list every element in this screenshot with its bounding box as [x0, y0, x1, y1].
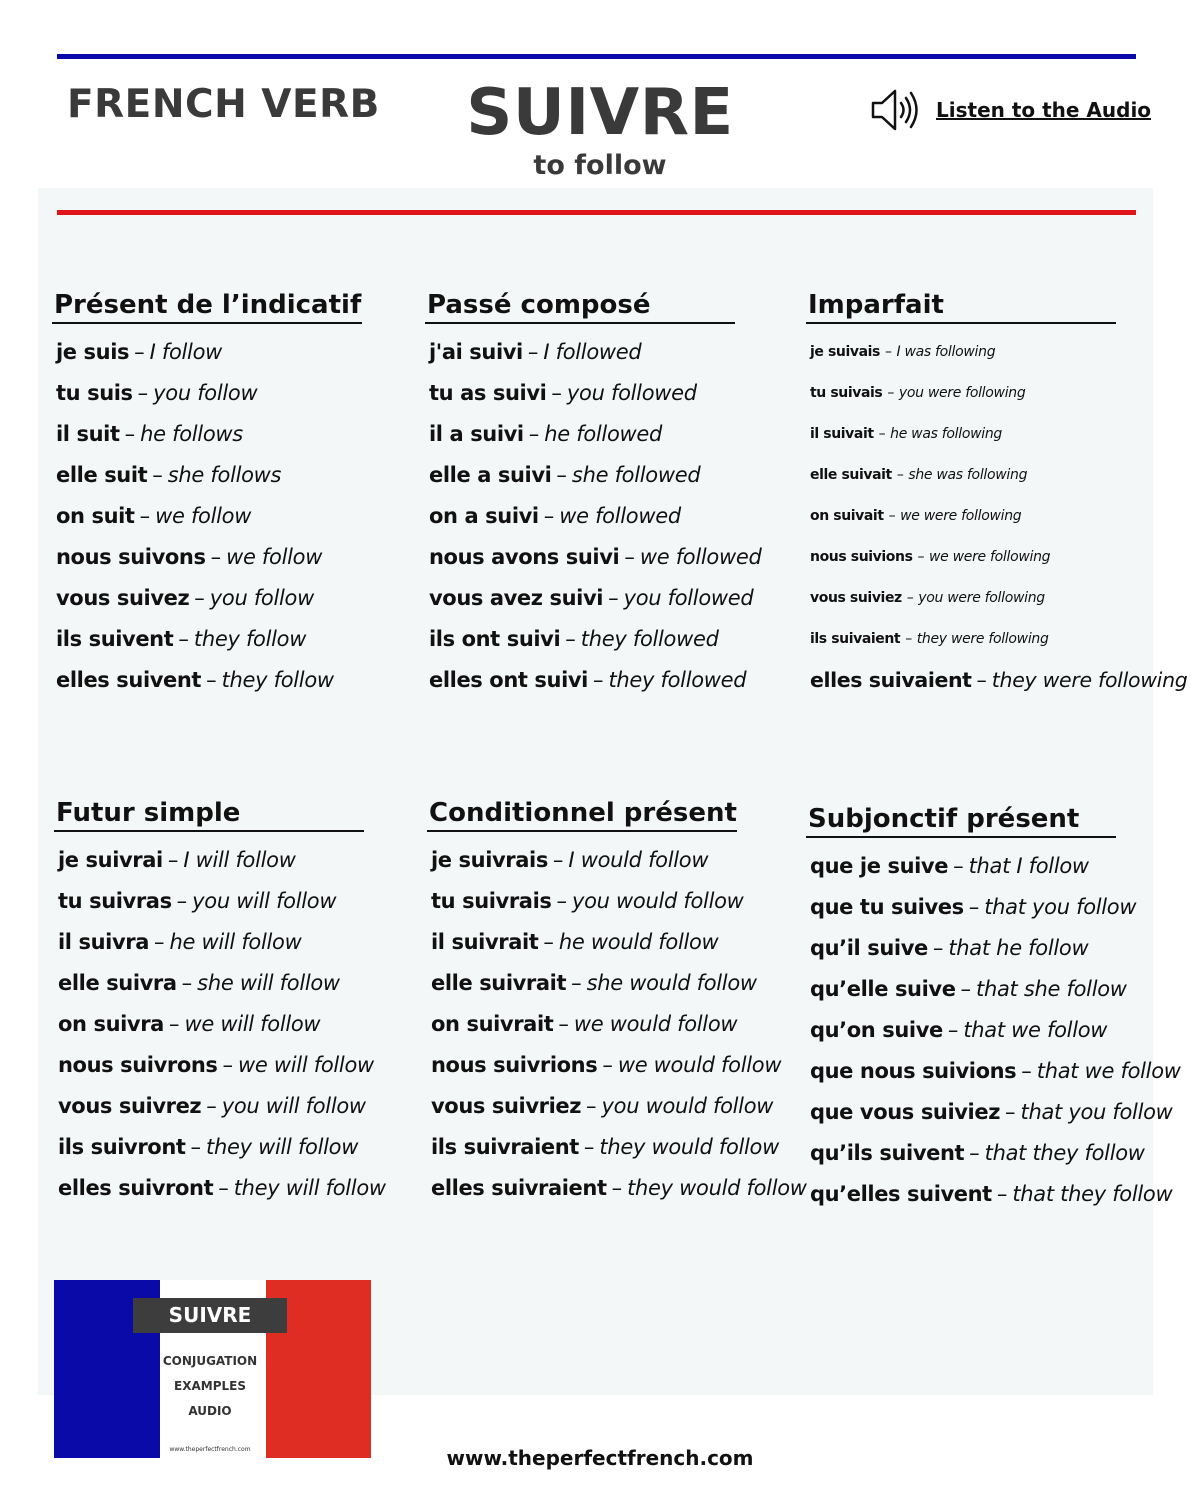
- english-translation: you follow: [209, 586, 314, 610]
- conjugation-list: [806, 846, 1181, 1215]
- english-translation: he followed: [544, 422, 663, 446]
- conjugation-list: [806, 332, 1187, 701]
- english-translation: we were following: [900, 508, 1022, 524]
- french-form: elle a suivi: [429, 463, 552, 487]
- english-translation: they were following: [916, 631, 1049, 647]
- conjugation-row: [54, 881, 386, 922]
- french-form: on suivra: [58, 1012, 164, 1036]
- english-translation: that we follow: [1036, 1059, 1181, 1083]
- conjugation-row: [52, 619, 362, 660]
- conjugation-row: [806, 455, 1187, 496]
- conjugation-row: [52, 578, 362, 619]
- conjugation-row: [54, 1045, 386, 1086]
- separator-dash: –: [152, 463, 163, 487]
- conjugation-row: [425, 537, 761, 578]
- english-translation: she was following: [908, 467, 1028, 483]
- english-translation: they were following: [991, 668, 1188, 692]
- top-blue-rule: [57, 54, 1136, 59]
- separator-dash: –: [552, 848, 564, 872]
- conjugation-row: [425, 619, 761, 660]
- english-translation: she will follow: [197, 971, 340, 995]
- conjugation-row: [806, 537, 1187, 578]
- french-form: tu suivras: [58, 889, 172, 913]
- separator-dash: –: [884, 344, 892, 360]
- english-translation: we follow: [226, 545, 323, 569]
- conjugation-row: [806, 1051, 1181, 1092]
- english-translation: that I follow: [968, 854, 1089, 878]
- french-form: vous suiviez: [810, 590, 902, 606]
- separator-dash: –: [206, 668, 217, 692]
- section-heading-underline: [52, 322, 362, 324]
- separator-dash: –: [896, 467, 904, 483]
- listen-audio-link[interactable]: [868, 84, 1151, 136]
- french-form: qu’elles suivent: [810, 1182, 992, 1206]
- english-translation: I follow: [149, 340, 223, 364]
- english-translation: they followed: [608, 668, 747, 692]
- french-form: qu’elle suive: [810, 977, 956, 1001]
- conjugation-row: [54, 840, 386, 881]
- separator-dash: –: [917, 549, 925, 565]
- conjugation-row: [52, 414, 362, 455]
- conjugation-row: [54, 1127, 386, 1168]
- conjugation-row: [806, 496, 1187, 537]
- french-form: nous suivrons: [58, 1053, 218, 1077]
- conjugation-row: [806, 1010, 1181, 1051]
- conjugation-row: [427, 840, 807, 881]
- conjugation-row: [806, 414, 1187, 455]
- english-translation: you were following: [918, 590, 1045, 606]
- separator-dash: –: [176, 889, 188, 913]
- separator-dash: –: [527, 340, 539, 364]
- french-form: je suivrai: [58, 848, 163, 872]
- separator-dash: –: [571, 971, 582, 995]
- french-form: vous avez suivi: [429, 586, 604, 610]
- english-translation: we will follow: [184, 1012, 321, 1036]
- french-form: vous suivrez: [58, 1094, 202, 1118]
- french-form: nous avons suivi: [429, 545, 620, 569]
- separator-dash: –: [528, 422, 540, 446]
- section-subjonctif-present: [806, 802, 1181, 1215]
- english-translation: that they follow: [1012, 1182, 1173, 1206]
- separator-dash: –: [1021, 1059, 1032, 1083]
- french-form: je suis: [56, 340, 130, 364]
- section-heading: Passé composé: [427, 290, 651, 320]
- english-translation: you will follow: [221, 1094, 366, 1118]
- conjugation-row: [806, 1133, 1181, 1174]
- separator-dash: –: [194, 586, 205, 610]
- conjugation-row: [806, 969, 1181, 1010]
- english-translation: they would follow: [627, 1176, 807, 1200]
- separator-dash: –: [134, 340, 145, 364]
- french-form: elles suivraient: [431, 1176, 607, 1200]
- conjugation-row: [806, 373, 1187, 414]
- conjugation-row: [52, 496, 362, 537]
- french-form: il suivait: [810, 426, 874, 442]
- section-heading-underline: [806, 836, 1116, 838]
- french-form: nous suivons: [56, 545, 206, 569]
- french-form: ils ont suivi: [429, 627, 561, 651]
- header-label: FRENCH VERB: [67, 82, 380, 127]
- conjugation-row: [54, 1086, 386, 1127]
- separator-dash: –: [592, 668, 604, 692]
- french-form: elles ont suivi: [429, 668, 588, 692]
- separator-dash: –: [602, 1053, 613, 1077]
- conjugation-row: [425, 414, 761, 455]
- conjugation-row: [427, 1168, 807, 1209]
- english-translation: they would follow: [599, 1135, 779, 1159]
- english-translation: I was following: [896, 344, 996, 360]
- english-translation: you follow: [153, 381, 258, 405]
- french-form: on suit: [56, 504, 135, 528]
- separator-dash: –: [565, 627, 576, 651]
- english-translation: that she follow: [976, 977, 1127, 1001]
- french-form: elles suivront: [58, 1176, 214, 1200]
- separator-dash: –: [178, 627, 189, 651]
- french-form: elles suivaient: [810, 668, 972, 692]
- english-translation: you would follow: [571, 889, 744, 913]
- separator-dash: –: [210, 545, 222, 569]
- conjugation-list: [425, 332, 761, 701]
- separator-dash: –: [139, 504, 151, 528]
- english-translation: he will follow: [169, 930, 302, 954]
- speaker-icon: [868, 84, 920, 136]
- english-translation: they follow: [193, 627, 307, 651]
- french-form: tu suivais: [810, 385, 883, 401]
- conjugation-row: [427, 963, 807, 1004]
- french-form: elle suivait: [810, 467, 892, 483]
- french-form: qu’il suive: [810, 936, 928, 960]
- separator-dash: –: [887, 385, 894, 401]
- section-heading-underline: [427, 830, 737, 832]
- promo-verb-badge: SUIVRE: [133, 1298, 287, 1333]
- english-translation: we followed: [559, 504, 681, 528]
- conjugation-row: [427, 1127, 807, 1168]
- section-imparfait: [806, 288, 1187, 701]
- conjugation-row: [425, 496, 761, 537]
- separator-dash: –: [168, 1012, 180, 1036]
- separator-dash: –: [1005, 1100, 1016, 1124]
- french-form: on suivait: [810, 508, 884, 524]
- separator-dash: –: [611, 1176, 623, 1200]
- separator-dash: –: [167, 848, 179, 872]
- french-form: ils suivront: [58, 1135, 186, 1159]
- english-translation: we follow: [155, 504, 252, 528]
- english-translation: we followed: [639, 545, 762, 569]
- section-heading-underline: [425, 322, 735, 324]
- separator-dash: –: [556, 463, 567, 487]
- conjugation-row: [425, 578, 761, 619]
- separator-dash: –: [181, 971, 193, 995]
- french-form: il suit: [56, 422, 120, 446]
- english-translation: she follows: [167, 463, 282, 487]
- english-translation: that you follow: [1020, 1100, 1173, 1124]
- separator-dash: –: [222, 1053, 234, 1077]
- section-heading-underline: [54, 830, 364, 832]
- conjugation-row: [806, 578, 1187, 619]
- french-form: elle suivra: [58, 971, 177, 995]
- english-translation: that you follow: [984, 895, 1137, 919]
- english-translation: they followed: [580, 627, 719, 651]
- english-translation: you will follow: [192, 889, 337, 913]
- promo-line-conjugation: CONJUGATION: [162, 1354, 258, 1368]
- section-heading: Présent de l’indicatif: [54, 290, 362, 320]
- separator-dash: –: [932, 936, 944, 960]
- section-conditionnel-present: [427, 796, 807, 1209]
- separator-dash: –: [624, 545, 635, 569]
- english-translation: you followed: [623, 586, 754, 610]
- conjugation-row: [425, 332, 761, 373]
- section-heading-underline: [806, 322, 1116, 324]
- english-translation: we were following: [929, 549, 1051, 565]
- separator-dash: –: [543, 930, 554, 954]
- english-translation: you were following: [898, 385, 1026, 401]
- promo-url: www.theperfectfrench.com: [169, 1446, 251, 1453]
- separator-dash: –: [947, 1018, 959, 1042]
- conjugation-row: [52, 373, 362, 414]
- footer-url[interactable]: www.theperfectfrench.com: [446, 1446, 754, 1470]
- separator-dash: –: [888, 508, 896, 524]
- conjugation-row: [54, 1004, 386, 1045]
- section-present: [52, 288, 362, 701]
- conjugation-row: [427, 1086, 807, 1127]
- french-form: il suivra: [58, 930, 149, 954]
- french-form: tu suis: [56, 381, 133, 405]
- conjugation-row: [806, 332, 1187, 373]
- separator-dash: –: [543, 504, 555, 528]
- french-form: il suivrait: [431, 930, 539, 954]
- conjugation-row: [425, 373, 761, 414]
- conjugation-row: [427, 922, 807, 963]
- french-form: elle suit: [56, 463, 148, 487]
- french-form: que je suive: [810, 854, 949, 878]
- conjugation-row: [52, 332, 362, 373]
- verb-translation: to follow: [533, 150, 667, 181]
- section-futur-simple: [54, 796, 386, 1209]
- french-form: ils suivraient: [431, 1135, 579, 1159]
- english-translation: you followed: [566, 381, 697, 405]
- english-translation: I will follow: [183, 848, 296, 872]
- conjugation-row: [427, 1004, 807, 1045]
- conjugation-list: [52, 332, 362, 701]
- separator-dash: –: [953, 854, 964, 878]
- french-form: vous suivez: [56, 586, 190, 610]
- separator-dash: –: [878, 426, 886, 442]
- english-translation: they will follow: [206, 1135, 359, 1159]
- conjugation-row: [425, 455, 761, 496]
- french-form: tu suivrais: [431, 889, 552, 913]
- separator-dash: –: [960, 977, 972, 1001]
- french-form: qu’on suive: [810, 1018, 943, 1042]
- listen-audio-label[interactable]: Listen to the Audio: [936, 98, 1152, 122]
- french-form: j'ai suivi: [429, 340, 523, 364]
- french-form: nous suivrions: [431, 1053, 598, 1077]
- conjugation-row: [54, 1168, 386, 1209]
- conjugation-row: [427, 1045, 807, 1086]
- french-form: que vous suiviez: [810, 1100, 1001, 1124]
- separator-dash: –: [969, 1141, 980, 1165]
- promo-line-examples: EXAMPLES: [174, 1379, 246, 1393]
- section-heading: Conditionnel présent: [429, 798, 737, 828]
- section-heading: Imparfait: [808, 290, 944, 320]
- english-translation: I would follow: [568, 848, 709, 872]
- english-translation: I followed: [543, 340, 642, 364]
- separator-dash: –: [583, 1135, 595, 1159]
- separator-dash: –: [906, 590, 914, 606]
- conjugation-row: [806, 1092, 1181, 1133]
- english-translation: we will follow: [238, 1053, 374, 1077]
- conjugation-row: [806, 887, 1181, 928]
- conjugation-row: [806, 846, 1181, 887]
- section-passe-compose: [425, 288, 761, 701]
- promo-line-audio: AUDIO: [188, 1404, 232, 1418]
- english-translation: they will follow: [233, 1176, 386, 1200]
- separator-dash: –: [190, 1135, 202, 1159]
- conjugation-row: [806, 1174, 1181, 1215]
- french-form: on suivrait: [431, 1012, 554, 1036]
- conjugation-row: [54, 963, 386, 1004]
- conjugation-row: [52, 537, 362, 578]
- separator-dash: –: [153, 930, 165, 954]
- french-form: qu’ils suivent: [810, 1141, 965, 1165]
- english-translation: that he follow: [948, 936, 1089, 960]
- section-heading: Subjonctif présent: [808, 804, 1080, 834]
- english-translation: he would follow: [558, 930, 719, 954]
- french-form: il a suivi: [429, 422, 524, 446]
- red-rule: [57, 210, 1136, 215]
- separator-dash: –: [608, 586, 619, 610]
- separator-dash: –: [137, 381, 149, 405]
- section-heading: Futur simple: [56, 798, 241, 828]
- french-form: que tu suives: [810, 895, 964, 919]
- separator-dash: –: [558, 1012, 569, 1036]
- separator-dash: –: [905, 631, 912, 647]
- english-translation: they follow: [221, 668, 334, 692]
- french-form: tu as suivi: [429, 381, 547, 405]
- english-translation: we would follow: [573, 1012, 738, 1036]
- conjugation-row: [425, 660, 761, 701]
- conjugation-list: [54, 840, 386, 1209]
- french-form: vous suivriez: [431, 1094, 582, 1118]
- french-form: elle suivrait: [431, 971, 567, 995]
- conjugation-row: [54, 922, 386, 963]
- english-translation: she followed: [571, 463, 701, 487]
- french-form: ils suivaient: [810, 631, 901, 647]
- french-form: je suivrais: [431, 848, 548, 872]
- english-translation: he was following: [890, 426, 1002, 442]
- french-form: je suivais: [810, 344, 880, 360]
- french-form: ils suivent: [56, 627, 174, 651]
- english-translation: she would follow: [586, 971, 757, 995]
- conjugation-row: [52, 660, 362, 701]
- conjugation-list: [427, 840, 807, 1209]
- separator-dash: –: [124, 422, 136, 446]
- french-form: on a suivi: [429, 504, 539, 528]
- conjugation-row: [806, 619, 1187, 660]
- promo-flag-card[interactable]: [54, 1280, 371, 1458]
- separator-dash: –: [996, 1182, 1008, 1206]
- english-translation: that they follow: [984, 1141, 1145, 1165]
- french-form: nous suivions: [810, 549, 913, 565]
- conjugation-row: [806, 660, 1187, 701]
- french-form: que nous suivions: [810, 1059, 1017, 1083]
- conjugation-row: [806, 928, 1181, 969]
- english-translation: that we follow: [963, 1018, 1108, 1042]
- separator-dash: –: [206, 1094, 217, 1118]
- separator-dash: –: [551, 381, 562, 405]
- separator-dash: –: [586, 1094, 597, 1118]
- english-translation: he follows: [140, 422, 243, 446]
- conjugation-row: [427, 881, 807, 922]
- english-translation: you would follow: [601, 1094, 774, 1118]
- english-translation: we would follow: [617, 1053, 782, 1077]
- separator-dash: –: [218, 1176, 229, 1200]
- verb-title: SUIVRE: [466, 76, 734, 150]
- conjugation-row: [52, 455, 362, 496]
- french-form: elles suivent: [56, 668, 202, 692]
- separator-dash: –: [976, 668, 987, 692]
- separator-dash: –: [556, 889, 567, 913]
- separator-dash: –: [968, 895, 980, 919]
